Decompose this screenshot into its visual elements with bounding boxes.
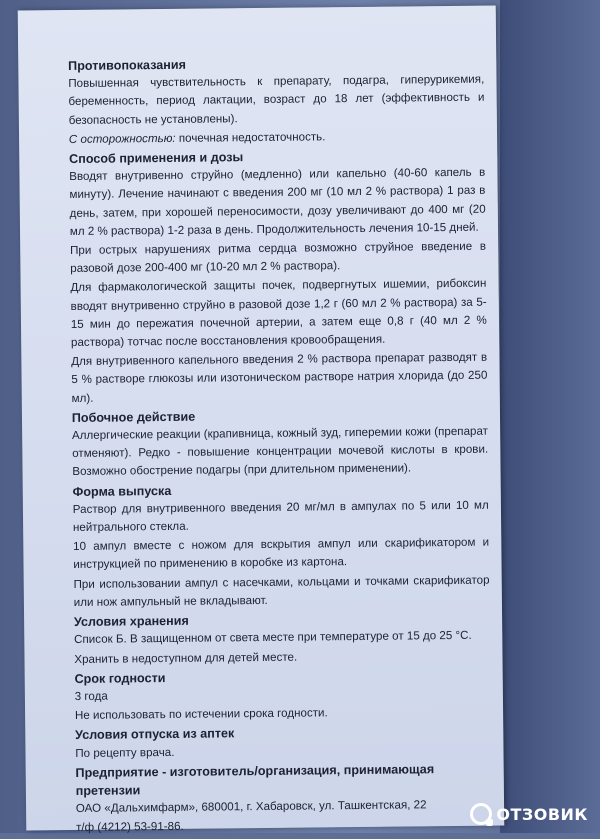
section-paragraph: Вводят внутривенно струйно (медленно) или капельно (40-60 капель в минуту). Лечение начинают с введения 200 мг (10 мл 2 % раствора) 1 раз в день, затем, при хорошей переносимости, дозу увеличивают до 400 мг (20 мл 2 % раствора) 1-2 раза в день. Продолжительность лечения 10-15 дней. [69,165,486,238]
section-paragraph: Список Б. В защищенном от света месте при температуре от 15 до 25 °С. [74,629,472,647]
section-paragraph: Аллергические реакции (крапивница, кожный зуд, гиперемии кожи (препарат отменяют). Редко - повышение концентрации мочевой кислоты в крови. Возможно обострение подагры (при длительном применении). [71,424,489,479]
section-paragraph: Повышенная чувствительность к препарату, подагра, гиперурикемия, беременность, период лактации, возраст до 18 лет (эффективность и безопасность не установлены). [68,72,485,127]
section-heading: Условия отпуска из аптек [75,726,235,743]
section-paragraph: При острых нарушениях ритма сердца возможно струйное введение в разовой дозе 200-400 мг (10-20 мл 2 % раствора). [69,239,487,276]
section-paragraph: Для внутривенного капельного введения 2 % раствора препарат разводят в 5 % растворе глюкозы или изотоническом растворе натрия хлорида (до 250 мл). [71,350,488,405]
section-paragraph: При использовании ампул с насечками, кольцами и точками скарификатор или нож ампульный не вкладывают. [73,573,490,609]
section-heading: Способ применения и дозы [69,150,244,167]
section-paragraph: 10 ампул вместе с ножом для вскрытия ампул или скарификатором и инструкцией по применению в коробке из картона. [73,535,490,572]
section-heading: Побочное действие [71,409,196,425]
section-paragraph: По рецепту врача. [75,745,175,760]
section-paragraph: т/ф (4212) 53-91-86. [76,820,184,835]
section-heading: Противопоказания [68,57,187,73]
section-paragraph: Для фармакологической защиты почек, подвергнутых ишемии, рибоксин вводят внутривенно струйно в разовой дозе 1,2 г (60 мл 2 % раствора) за 5-15 мин до пережатия почечной артерии, а затем еще 0,8 г (40 мл 2 % раствора) тотчас после восстановления кровообращения. [70,277,487,350]
caution-text: почечная недостаточность. [175,130,326,145]
section-paragraph: 3 года [74,689,108,703]
section-heading: Предприятие - изготовитель/организация, принимающая претензии [75,761,435,798]
background-strip [500,0,600,833]
section-heading: Срок годности [74,670,166,686]
section-paragraph: Не использовать по истечении срока годности. [74,706,328,723]
caution-label: С осторожностью: [68,131,176,146]
section-paragraph: ОАО «Дальхимфарм», 680001, г. Хабаровск, ул. Ташкентская, 22 [75,798,427,816]
section-paragraph: Раствор для внутривенного введения 20 мг/мл в ампулах по 5 или 10 мл нейтрального стекла. [72,498,489,535]
section-heading: Условия хранения [73,613,189,630]
watermark-logo [470,803,588,825]
instruction-text [68,52,492,839]
section-paragraph: Хранить в недоступном для детей месте. [74,650,298,666]
watermark-text: ОТЗОВИК [496,804,588,824]
magnifier-icon [470,803,492,825]
section-heading: Форма выпуска [72,483,172,499]
